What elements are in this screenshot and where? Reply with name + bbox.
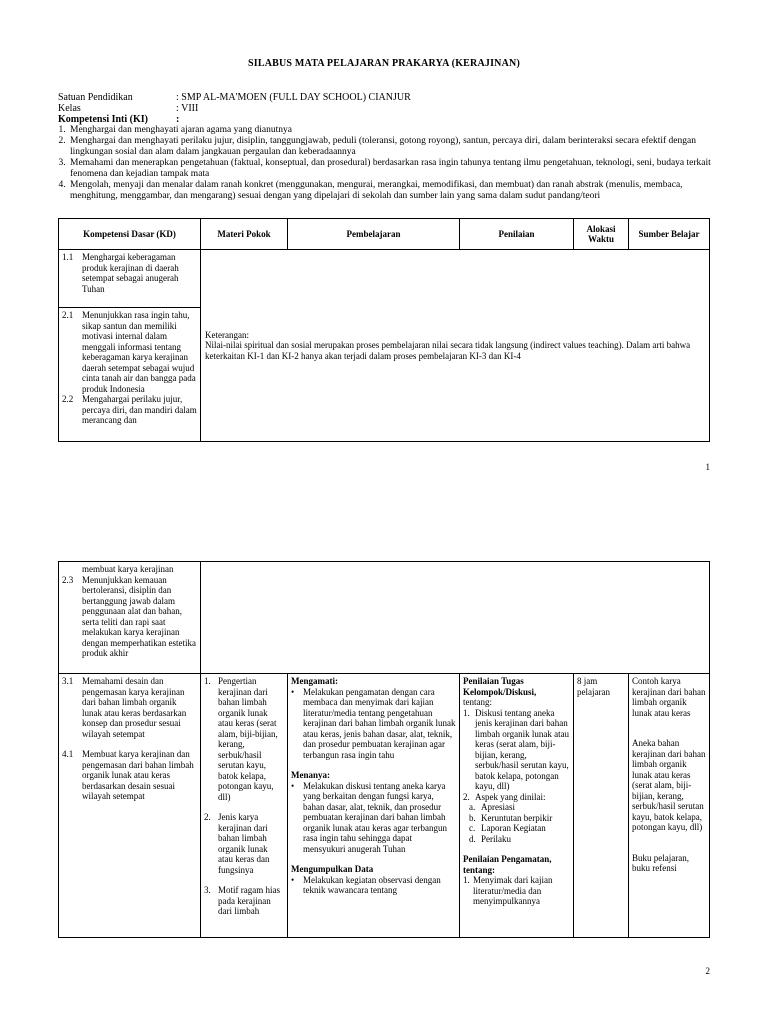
keterangan-text: Nilai-nilai spiritual dan sosial merupakan proses pembelajaran nilai secara tidak langsung (indirect values teaching). Dalam arti bahwa keterkaitan KI-1 dan KI-2 hanya akan terjadi dalam proses pembelajaran KI-3 dan KI-4 [205,340,691,361]
ki-item: 4. Mengolah, menyaji dan menalar dalam ranah konkret (menggunakan, mengurai, merangkai, memodifikasi, dan membuat) dan ranah abstrak (menulis, membaca, menghitung, menggambar, dan mengarang) sesuai dengan yang dipelajari di sekolah dan sumber lain yang sama dalam sudut pandang/teori [68,180,713,202]
kd-cell [59,308,201,442]
kd-continuation: membuat karya kerajinan [82,564,174,574]
materi-text: Pengertian kerajinan dari bahan limbah organik lunak atau keras (serat alam, biji-bijian, kerang, serbuk/hasil serutan kayu, batok kelapa, potongan kayu, dll) [218,676,278,802]
kd-text: Menunjukkan kemauan bertoleransi, disiplin dan bertanggung jawab dalam penggunaan alat dan bahan, serta teliti dan rapi saat melakukan karya kerajinan dengan memperhatikan estetika produk akhir [82,574,196,658]
bullet-icon: • [291,780,295,791]
alokasi-cell: 8 jam pelajaran [574,674,629,938]
kd-text: Mengahargai perilaku jujur, percaya diri, dan mandiri dalam merancang dan [82,394,197,425]
header-kd: Kompetensi Dasar (KD) [59,219,201,250]
pengamatan-label: Penilaian Pengamatan, tentang: [463,854,552,875]
keterangan-label: Keterangan: [205,329,249,340]
materi-number: 1. [204,676,211,686]
empty-cell [201,562,710,674]
bullet-icon: • [291,874,295,885]
header-penilaian: Penilaian [460,219,574,250]
kd-number: 2.3 [62,574,74,585]
tugas-label: Penilaian Tugas Kelompok/Diskusi, [463,676,537,697]
kelas-value: : VIII [176,103,199,114]
ki-item: 1. Menghargai dan menghayati ajaran agama yang dianutnya [68,125,713,136]
tugas-sub: tentang: [463,697,492,707]
header-pembelajaran: Pembelajaran [288,219,460,250]
kd-number: 2.1 [62,310,74,320]
aspek-item: Keruntutan berpikir [481,812,553,823]
satuan-value: : SMP AL-MA'MOEN (FULL DAY SCHOOL) CIANJUR [176,92,411,103]
materi-number: 3. [204,885,211,895]
kelas-row [58,103,198,114]
penilaian-item: Aspek yang dinilai: [475,791,546,802]
materi-text: Jenis karya kerajinan dari bahan limbah organik lunak atau keras dan fungsinya [218,812,270,875]
penilaian-item: Diskusi tentang aneka jenis kerajinan dari bahan limbah organik lunak atau keras (serat alam, biji-bijian, kerang, serbuk/hasil serutan kayu, batok kelapa, potongan kayu, dll) [475,707,570,791]
mengamati-label: Mengamati: [291,676,338,686]
mengumpulkan-text: Melakukan kegiatan observasi dengan teknik wawancara tentang [303,874,441,895]
page-number: 1 [705,462,710,472]
sumber-item: Aneka bahan kerajinan dari bahan limbah organik lunak atau keras (serat alam, biji-bijian, kerang, serbuk/hasil serutan kayu, batok kelapa, potongan kayu, dll) [632,738,706,832]
penilaian-cell: Penilaian Tugas Kelompok/Diskusi, tentang: 1. Diskusi tentang aneka jenis kerajinan dari bahan limbah organik lunak atau keras (serat alam, biji-bijian, kerang, serbuk/hasil serutan kayu, batok kelapa, potongan kayu, dll) 2. Aspek yang dinilai: a. Apresiasi b. Keruntutan berpikir c. Laporan Kegiatan d. Perilaku Penilaian Pengamatan, tentang: 1. Menyimak dari kajian literatur/media dan menyimpulkannya [460,674,574,938]
ki-value: : [176,114,180,125]
silabus-table-page1 [58,218,710,442]
kd-text: Menghargai keberagaman produk kerajinan di daerah setempat sebagai anugerah Tuhan [82,252,179,294]
materi-number: 2. [204,812,211,822]
pembelajaran-cell [288,674,460,938]
ki-item: 2. Menghargai dan menghayati perilaku jujur, disiplin, tanggungjawab, peduli (toleransi, gotong royong), santun, percaya diri, dalam berinteraksi secara efektif dengan lingkungan sosial dan alam dalam jangkauan pergaulan dan keberadaannya [68,136,713,158]
kd-text: Membuat karya kerajinan dan pengemasan dari bahan limbah organik lunak atau keras berdasarkan desain sesuai wilayah setempat [82,749,194,801]
kd-text: Memahami desain dan pengemasan karya kerajinan dari bahan limbah organik lunak atau keras berdasarkan konsep dan prosedur sesuai wilayah setempat [82,676,187,739]
aspek-item: Laporan Kegiatan [481,823,546,833]
header-alokasi: Alokasi Waktu [574,219,629,250]
mengamati-text: Melakukan pengamatan dengan cara membaca dan menyimak dari kajian literatur/media tentang pengetahuan kerajinan dari bahan limbah organik lunak atau keras, jenis bahan dasar, alat, teknik, dan prosedur pembuatan kerajinan agar terbangun rasa ingin tahu [303,686,456,760]
ki-item: 3. Memahami dan menerapkan pengetahuan (faktual, konseptual, dan prosedural) berdasarkan rasa ingin tahunya tentang ilmu pengetahuan, teknologi, seni, budaya terkait fenomena dan kejadian tampak mata [68,158,713,180]
kd-number: 3.1 [62,676,74,686]
mengumpulkan-label: Mengumpulkan Data [291,864,374,874]
sumber-item: Buku pelajaran, buku refensi [632,852,689,873]
kd-cell [59,562,201,674]
satuan-label: Satuan Pendidikan [58,92,133,103]
menanya-label: Menanya: [291,770,330,780]
kd-cell [59,674,201,938]
sumber-cell [629,674,710,938]
materi-cell [201,674,288,938]
keterangan-cell [201,250,710,442]
ki-row [58,114,179,125]
kd-number: 2.2 [62,394,74,404]
menanya-text: Melakukan diskusi tentang aneka karya yang berkaitan dengan fungsi karya, bahan dasar, alat, teknik, dan prosedur pembuatan kerajinan dari bahan limbah organik lunak atau keras agar terbangun rasa ingin tahu sehingga dapat mensyukuri anugerah Tuhan [303,780,448,854]
kd-number: 4.1 [62,749,74,759]
kd-cell [59,250,201,308]
ki-list [58,125,713,202]
aspek-item: Apresiasi [481,802,515,812]
materi-text: Motif ragam hias pada kerajinan dari limbah [218,885,280,916]
page-1 [0,0,768,490]
pengamatan-item: Menyimak dari kajian literatur/media dan menyimpulkannya [473,875,553,906]
kelas-label: Kelas [58,103,81,114]
kd-number: 1.1 [62,252,74,262]
silabus-table-page2 [58,561,710,938]
satuan-row [58,92,411,103]
ki-label: Kompetensi Inti (KI) [58,114,148,125]
page-2 [0,490,768,1024]
header-sumber: Sumber Belajar [629,219,710,250]
sumber-item: Contoh karya kerajinan dari bahan limbah organik lunak atau keras [632,676,706,718]
header-materi: Materi Pokok [201,219,288,250]
aspek-item: Perilaku [481,833,511,844]
document-title: SILABUS MATA PELAJARAN PRAKARYA (KERAJINAN) [248,58,520,69]
bullet-icon: • [291,686,295,697]
page-number: 2 [705,966,710,976]
kd-text: Menunjukkan rasa ingin tahu, sikap santun dan memiliki motivasi internal dalam menggali informasi tentang keberagaman karya kerajinan daerah setempat sebagai wujud cinta tanah air dan bangga pada produk Indonesia [82,310,196,394]
